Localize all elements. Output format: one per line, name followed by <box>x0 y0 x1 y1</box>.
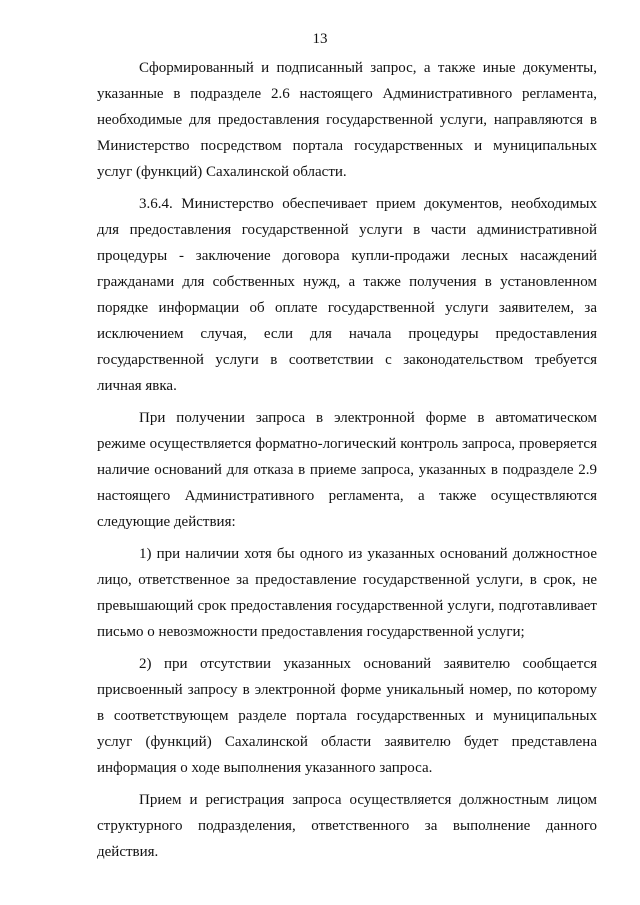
paragraph-3-6-4: 3.6.4. Министерство обеспечивает прием документов, необходимых для предоставления государственной услуги в части административной процедуры - заключение договора купли-продажи лесных насаждений гражданами для собственных нужд, а также получения в установленном порядке информации об оплате государственной услуги заявителем, за исключением случая, если для начала процедуры предоставления государственной услуги в соответствии с законодательством требуется личная явка. <box>97 196 597 394</box>
paragraph-registration: Прием и регистрация запроса осуществляется должностным лицом структурного подразделения, ответственного за выполнение данного действия. <box>97 792 597 860</box>
document-body <box>97 55 597 871</box>
paragraph-item-2: 2) при отсутствии указанных оснований заявителю сообщается присвоенный запросу в электронной форме уникальный номер, по которому в соответствующем разделе портала государственных и муниципальных услуг (функций) Сахалинской области заявителю будет представлена информация о ходе выполнения указанного запроса. <box>97 656 597 776</box>
paragraph-electronic-request-control: При получении запроса в электронной форме в автоматическом режиме осуществляется форматно-логический контроль запроса, проверяется наличие оснований для отказа в приеме запроса, указанных в подразделе 2.9 настоящего Административного регламента, а также осуществляются следующие действия: <box>97 410 597 530</box>
paragraph-item-1: 1) при наличии хотя бы одного из указанных оснований должностное лицо, ответственное за предоставление государственной услуги, в срок, не превышающий срок предоставления государственной услуги, подготавливает письмо о невозможности предоставления государственной услуги; <box>97 546 597 640</box>
page-number: 13 <box>312 31 328 47</box>
paragraph-request-submission: Сформированный и подписанный запрос, а также иные документы, указанные в подразделе 2.6 настоящего Административного регламента, необходимые для предоставления государственной услуги, направляются в Министерство посредством портала государственных и муниципальных услуг (функций) Сахалинской области. <box>97 60 597 180</box>
